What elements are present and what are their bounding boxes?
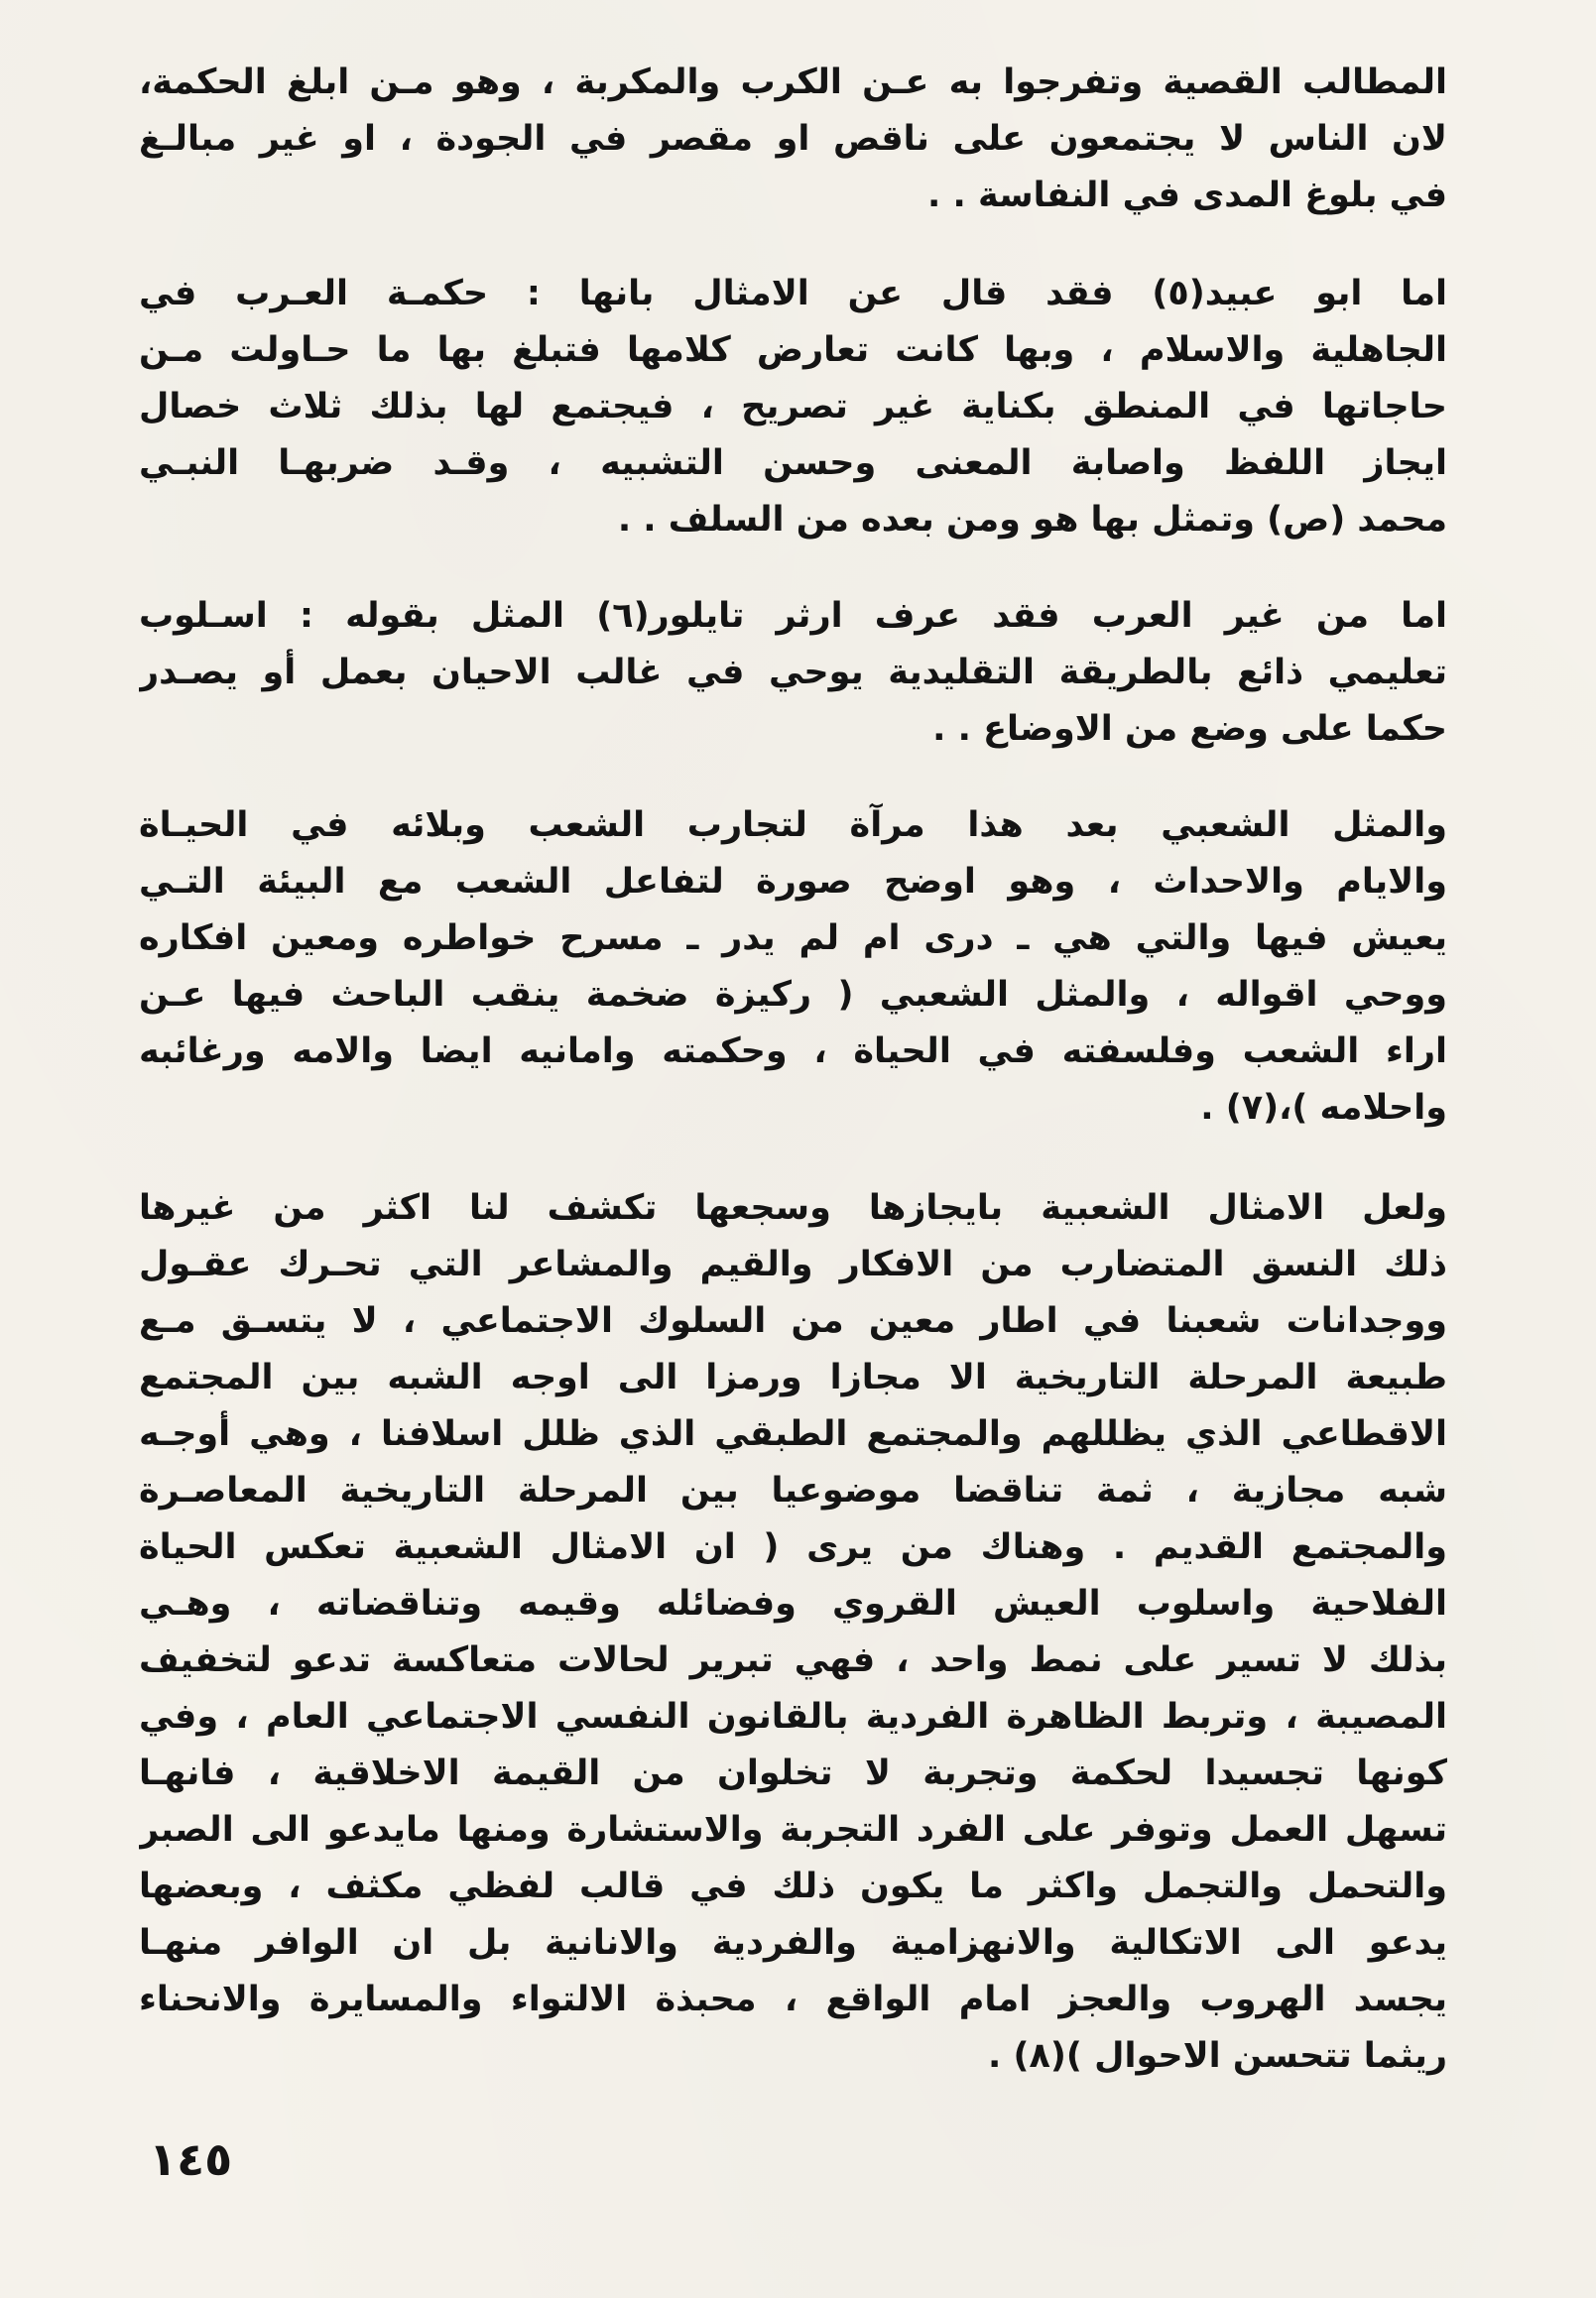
text-line: ووحي اقواله ، والمثل الشعبي ( ركيزة ضخمة ينقب الباحث فيها عـن xyxy=(139,975,1447,1015)
text-line: حاجاتها في المنطق بكناية غير تصريح ، فيجتمع لها بذلك ثلاث خصال xyxy=(139,387,1447,426)
paragraph-3 xyxy=(139,588,1447,758)
text-line: المصيبة ، وتربط الظاهرة الفردية بالقانون النفسي الاجتماعي العام ، وفي xyxy=(139,1697,1447,1737)
text-line: محمد (ص) وتمثل بها هو ومن بعده من السلف . . xyxy=(617,500,1447,540)
text-line: في بلوغ المدى في النفاسة . . xyxy=(927,176,1447,215)
paragraph-spacer xyxy=(139,758,1447,797)
text-line: شبه مجازية ، ثمة تناقضا موضوعيا بين المرحلة التاريخية المعاصـرة xyxy=(139,1471,1447,1511)
page-number: ١٤٥ xyxy=(149,2132,233,2186)
text-line: طبيعة المرحلة التاريخية الا مجازا ورمزا الى اوجه الشبه بين المجتمع xyxy=(139,1358,1447,1397)
text-line: يجسد الهروب والعجز امام الواقع ، محبذة الالتواء والمسايرة والانحناء xyxy=(139,1980,1447,2019)
text-line: الجاهلية والاسلام ، وبها كانت تعارض كلامها فتبلغ بها ما حـاولت مـن xyxy=(139,330,1447,370)
text-line: يعيش فيها والتي هي ـ درى ام لم يدر ـ مسرح خواطره ومعين افكاره xyxy=(139,918,1447,958)
text-line: بذلك لا تسير على نمط واحد ، فهي تبرير لحالات متعاكسة تدعو لتخفيف xyxy=(139,1640,1447,1680)
paragraph-4 xyxy=(139,797,1447,1137)
text-line: واحلامه )،(٧) . xyxy=(1200,1088,1447,1128)
text-line: ايجاز اللفظ واصابة المعنى وحسن التشبيه ، وقـد ضربهـا النبـي xyxy=(139,443,1447,483)
text-line: ووجدانات شعبنا في اطار معين من السلوك الاجتماعي ، لا يتسـق مـع xyxy=(139,1301,1447,1341)
paragraph-spacer xyxy=(139,224,1447,266)
text-line: حكما على وضع من الاوضاع . . xyxy=(932,709,1447,749)
text-line: والايام والاحداث ، وهو اوضح صورة لتفاعل الشعب مع البيئة التـي xyxy=(139,862,1447,902)
text-line: يدعو الى الاتكالية والانهزامية والفردية والانانية بل ان الوافر منهـا xyxy=(139,1923,1447,1963)
text-line: تعليمي ذائع بالطريقة التقليدية يوحي في غالب الاحيان بعمل أو يصـدر xyxy=(139,653,1447,692)
body-text xyxy=(139,55,1447,2085)
text-line: المطالب القصية وتفرجوا به عـن الكرب والمكربة ، وهو مـن ابلغ الحكمة، xyxy=(139,62,1447,102)
text-line: ذلك النسق المتضارب من الافكار والقيم والمشاعر التي تحـرك عقـول xyxy=(139,1245,1447,1284)
text-line: اراء الشعب وفلسفته في الحياة ، وحكمته وامانيه ايضا والامه ورغائبه xyxy=(139,1031,1447,1071)
paragraph-spacer xyxy=(139,548,1447,588)
text-line: والمجتمع القديم . وهناك من يرى ( ان الامثال الشعبية تعكس الحياة xyxy=(139,1527,1447,1567)
text-line: الاقطاعي الذي يظللهم والمجتمع الطبقي الذي ظلل اسلافنا ، وهي أوجـه xyxy=(139,1414,1447,1454)
text-line: اما ابو عبيد(٥) فقد قال عن الامثال بانها : حكمـة العـرب في xyxy=(139,274,1447,313)
text-line: ريثما تتحسن الاحوال )(٨) . xyxy=(988,2036,1447,2076)
text-line: والتحمل والتجمل واكثر ما يكون ذلك في قالب لفظي مكثف ، وبعضها xyxy=(139,1867,1447,1906)
text-line: كونها تجسيدا لحكمة وتجربة لا تخلوان من القيمة الاخلاقية ، فانهـا xyxy=(139,1754,1447,1793)
text-line: الفلاحية واسلوب العيش القروي وفضائله وقيمه وتناقضاته ، وهـي xyxy=(139,1584,1447,1624)
text-line: لان الناس لا يجتمعون على ناقص او مقصر في الجودة ، او غير مبالـغ xyxy=(139,119,1447,159)
text-line: اما من غير العرب فقد عرف ارثر تايلور(٦) المثل بقوله : اسـلوب xyxy=(139,596,1447,636)
text-line: ولعل الامثال الشعبية بايجازها وسجعها تكشف لنا اكثر من غيرها xyxy=(139,1188,1447,1228)
text-line: تسهل العمل وتوفر على الفرد التجربة والاستشارة ومنها مايدعو الى الصبر xyxy=(139,1810,1447,1850)
paragraph-5 xyxy=(139,1180,1447,2085)
paragraph-1 xyxy=(139,55,1447,224)
paragraph-spacer xyxy=(139,1137,1447,1180)
text-line: والمثل الشعبي بعد هذا مرآة لتجارب الشعب وبلائه في الحيـاة xyxy=(139,805,1447,845)
paragraph-2 xyxy=(139,266,1447,548)
